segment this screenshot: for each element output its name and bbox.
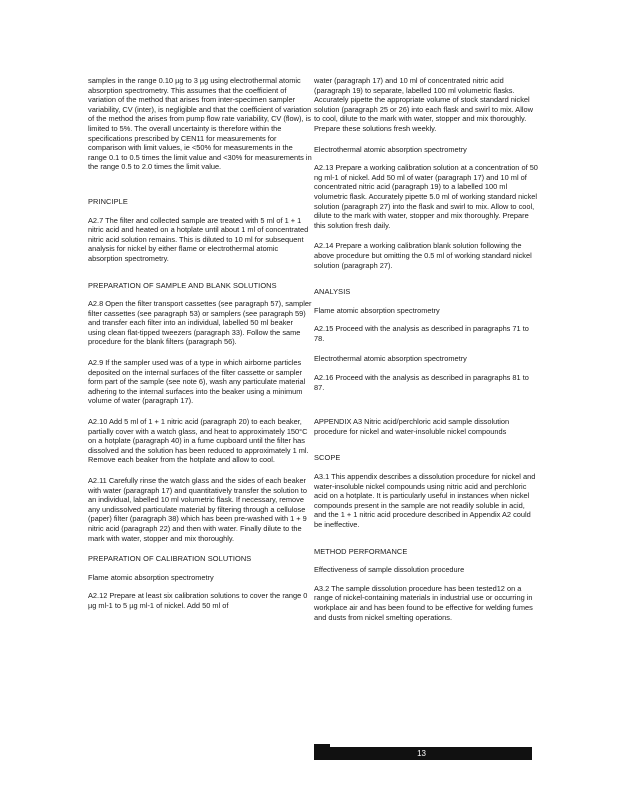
appendix-a3-heading: APPENDIX A3 Nitric acid/perchloric acid sample dissolution procedure for nickel and water-insoluble nickel compounds	[314, 417, 510, 436]
effectiveness-subheading: Effectiveness of sample dissolution procedure	[314, 565, 465, 575]
page-number: 13	[417, 748, 426, 758]
continued-paragraph: water (paragraph 17) and 10 ml of concentrated nitric acid (paragraph 19) to separate, labelled 100 ml volumetric flasks. Accurately pipette the appropriate volume of stock standard nickel solution (paragraph 25 or 26) into each flask and swirl to mix. Allow to cool, dilute to the mark with water, stopper and mix thoroughly. Prepare these solutions fresh weekly.	[314, 76, 533, 133]
method-performance-heading: METHOD PERFORMANCE	[314, 546, 408, 556]
principle-heading: PRINCIPLE	[88, 196, 128, 206]
flame-aas-subheading: Flame atomic absorption spectrometry	[88, 572, 214, 582]
paragraph-a2-14: A2.14 Prepare a working calibration blank solution following the above procedure but omitting the 0.5 ml of working standard nickel solution (paragraph 27).	[314, 241, 532, 270]
footer-bar-notch	[314, 744, 330, 747]
paragraph-a2-15: A2.15 Proceed with the analysis as described in paragraphs 71 to 78.	[314, 324, 529, 343]
left-column	[88, 76, 312, 622]
paragraph-a2-10: A2.10 Add 5 ml of 1 + 1 nitric acid (paragraph 20) to each beaker, partially cover with a watch glass, and heat to approximately 150°C on a hotplate (paragraph 40) in a fume cupboard until the filter has dissolved and the solution has been reduced to approximately 1 ml. Remove each beaker from the hotplate and allow to cool.	[88, 417, 309, 465]
paragraph-a2-7: A2.7 The filter and collected sample are treated with 5 ml of 1 + 1 nitric acid and heated on a hotplate until about 1 ml of concentrated nitric acid solution remains. This is diluted to 10 ml for subsequent analysis for nickel by either flame or electrothermal atomic absorption spectrometry.	[88, 215, 309, 263]
paragraph-a2-12: A2.12 Prepare at least six calibration solutions to cover the range 0 µg ml-1 to 5 µg ml-1 of nickel. Add 50 ml of	[88, 591, 308, 610]
prep-calibration-heading: PREPARATION OF CALIBRATION SOLUTIONS	[88, 554, 252, 564]
flame-aas-subheading-2: Flame atomic absorption spectrometry	[314, 305, 440, 315]
right-column	[314, 76, 538, 633]
paragraph-a2-13: A2.13 Prepare a working calibration solution at a concentration of 50 ng ml-1 of nickel. Add 50 ml of water (paragraph 17) and 10 ml of concentrated nitric acid (paragraph 19) to a labelled 100 ml volumetric flask. Accurately pipette 5.0 ml of working standard nickel solution (paragraph 27) into the flask and swirl to mix. Allow to cool, dilute to the mark with water, stopper and mix thoroughly. Prepare this solution fresh daily.	[314, 163, 538, 230]
prep-sample-heading: PREPARATION OF SAMPLE AND BLANK SOLUTIONS	[88, 280, 277, 290]
paragraph-a2-11: A2.11 Carefully rinse the watch glass and the sides of each beaker with water (paragraph 17) and quantitatively transfer the solution to an individual, labelled 10 ml volumetric flask. If necessary, remove any undissolved particulate material by filtering through a cellulose (paper) filter (paragraph 38) which has been pre-washed with 1 + 9 nitric acid (paragraph 22) and then with water. Finally dilute to the mark with water, stopper and mix thoroughly.	[88, 476, 307, 543]
analysis-heading: ANALYSIS	[314, 287, 351, 297]
electrothermal-aas-subheading-2: Electrothermal atomic absorption spectrometry	[314, 354, 467, 364]
scope-heading: SCOPE	[314, 453, 341, 463]
electrothermal-aas-subheading: Electrothermal atomic absorption spectrometry	[314, 144, 467, 154]
paragraph-a2-9: A2.9 If the sampler used was of a type in which airborne particles deposited on the internal surfaces of the filter cassette or sampler form part of the sample (see note 6), wash any particulate material adhering to the internal surfaces into the beaker using a minimum volume of water (paragraph 17).	[88, 358, 306, 406]
paragraph-a3-2: A3.2 The sample dissolution procedure has been tested12 on a range of nickel-containing materials in industrial use or occurring in workplace air and has been found to be effective for welding fumes and dusts from nickel smelting operations.	[314, 583, 533, 622]
paragraph-a2-16: A2.16 Proceed with the analysis as described in paragraphs 81 to 87.	[314, 373, 529, 392]
paragraph-a2-8: A2.8 Open the filter transport cassettes (see paragraph 57), sampler filter cassettes (see paragraph 53) or samplers (see paragraph 59) and transfer each filter into an individual, labelled 50 ml beaker using clean flat-tipped tweezers (paragraph 33). Follow the same procedure for the blank filters (paragraph 56).	[88, 299, 312, 347]
paragraph-a3-1: A3.1 This appendix describes a dissolution procedure for nickel and water-insoluble nickel compounds using nitric acid and perchloric acid on a hotplate. It is particularly useful in instances when nickel compounds present in the sample are not readily soluble in acid, and the 1 + 1 nitric acid procedure described in Appendix A2 could be ineffective.	[314, 472, 536, 529]
intro-paragraph: samples in the range 0.10 µg to 3 µg using electrothermal atomic absorption spectrometry. This assumes that the coefficient of variation of the method that arises from inter-specimen sampler variability, CV (inter), is negligible and that the coefficient of variation of the method the arises from pump flow rate variability, CV (flow), is limited to 5%. The overall uncertainty is therefore within the specifications prescribed by CEN11 for measurements for comparison with limit values, ie <50% for measurements in the range 0.1 to 0.5 times the limit value and <30% for measurements in the range 0.5 to 2.0 times the limit value.	[88, 76, 312, 172]
page-footer-bar	[314, 747, 532, 760]
